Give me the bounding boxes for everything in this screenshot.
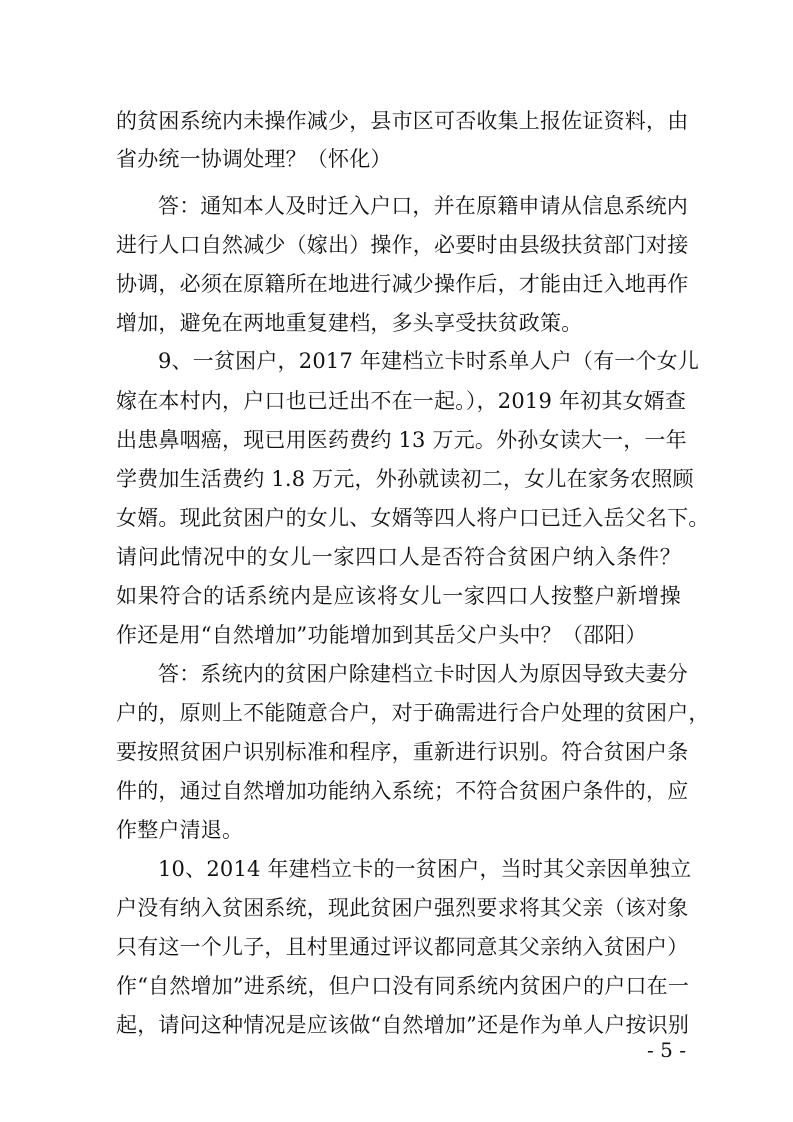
body-line: 作“自然增加”进系统，但户口没有同系统内贫困户的户口在一 (116, 974, 690, 998)
body-line: 10、2014 年建档立卡的一贫困户，当时其父亲因单独立 (158, 857, 692, 881)
body-line: 答：系统内的贫困户除建档立卡时因人为原因导致夫妻分 (158, 662, 688, 686)
body-line: 9、一贫困户，2017 年建档立卡时系单人户（有一个女儿 (158, 349, 700, 373)
body-line: 省办统一协调处理？（怀化） (116, 147, 392, 171)
body-line: 出患鼻咽癌，现已用医药费约 13 万元。外孙女读大一，一年 (116, 428, 687, 452)
body-line: 协调，必须在原籍所在地进行减少操作后，才能由迁入地再作 (116, 272, 689, 296)
body-line: 件的，通过自然增加功能纳入系统；不符合贫困户条件的，应 (116, 779, 689, 803)
body-line: 要按照贫困户识别标准和程序，重新进行识别。符合贫困户条 (116, 740, 689, 764)
body-line: 作整户清退。 (116, 818, 244, 842)
body-line: 起，请问这种情况是应该做“自然增加”还是作为单人户按识别 (116, 1013, 690, 1037)
body-line: 请问此情况中的女儿一家四口人是否符合贫困户纳入条件？ (116, 545, 681, 569)
body-line: 增加，避免在两地重复建档，多头享受扶贫政策。 (116, 311, 583, 335)
body-line: 户没有纳入贫困系统，现此贫困户强烈要求将其父亲（该对象 (116, 896, 689, 920)
body-line: 嫁在本村内，户口也已迁出不在一起。），2019 年初其女婿查 (116, 389, 687, 413)
body-line: 学费加生活费约 1.8 万元，外孙就读初二，女儿在家务农照顾 (116, 467, 694, 491)
body-line: 进行人口自然减少（嫁出）操作，必要时由县级扶贫部门对接 (116, 233, 689, 257)
body-line: 女婿。现此贫困户的女儿、女婿等四人将户口已迁入岳父名下。 (116, 506, 710, 530)
body-line: 只有这一个儿子，且村里通过评议都同意其父亲纳入贫困户） (116, 935, 689, 959)
body-line: 如果符合的话系统内是应该将女儿一家四口人按整户新增操 (116, 584, 681, 608)
page-number: - 5 - (647, 1038, 686, 1062)
body-line: 户的，原则上不能随意合户，对于确需进行合户处理的贫困户， (116, 701, 710, 725)
body-line: 作还是用“自然增加”功能增加到其岳父户头中？（邵阳） (116, 623, 647, 647)
body-line: 的贫困系统内未操作减少，县市区可否收集上报佐证资料，由 (116, 109, 689, 133)
body-line: 答：通知本人及时迁入户口，并在原籍申请从信息系统内 (158, 194, 688, 218)
